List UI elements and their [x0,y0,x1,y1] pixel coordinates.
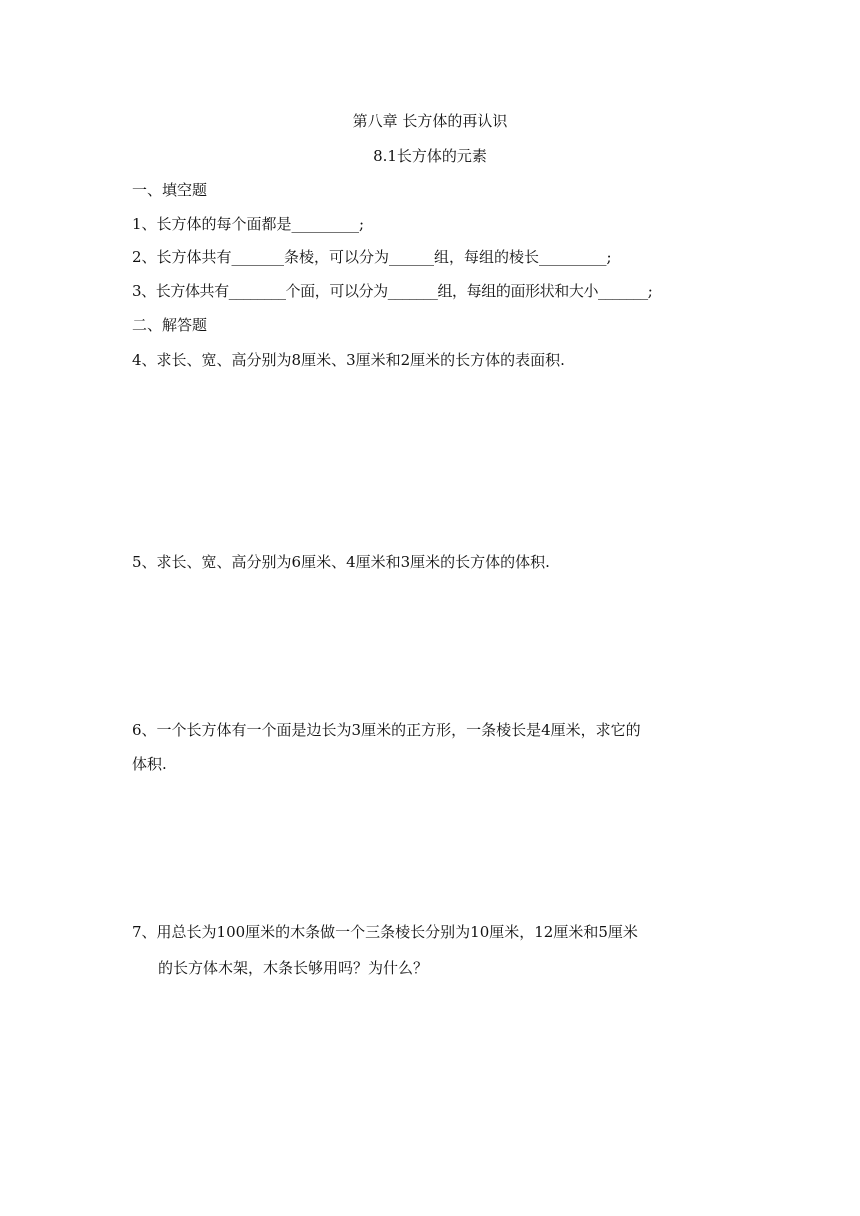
question-1: 1、长方体的每个面都是_________; [132,215,365,233]
question-4: 4、求长、宽、高分别为8厘米、3厘米和2厘米的长方体的表面积. [132,351,565,369]
part1-heading: 一、填空题 [132,181,208,199]
question-7-line-1: 7、用总长为100厘米的木条做一个三条棱长分别为10厘米，12厘米和5厘米 [132,923,638,941]
question-7-line-2: 的长方体木架，木条长够用吗？为什么？ [158,959,429,977]
section-title: 8.1长方体的元素 [373,147,487,165]
question-5: 5、求长、宽、高分别为6厘米、4厘米和3厘米的长方体的体积. [132,553,550,571]
question-6-line-2: 体积. [132,755,167,773]
chapter-title: 第八章 长方体的再认识 [352,112,508,130]
question-6-line-1: 6、一个长方体有一个面是边长为3厘米的正方形，一条棱长是4厘米，求它的 [132,721,641,739]
part2-heading: 二、解答题 [132,316,208,334]
question-2: 2、长方体共有_______条棱，可以分为______组，每组的棱长_________; [132,248,612,266]
question-3: 3、长方体共有________个面，可以分为_______组，每组的面形状和大小_______; [132,282,653,300]
